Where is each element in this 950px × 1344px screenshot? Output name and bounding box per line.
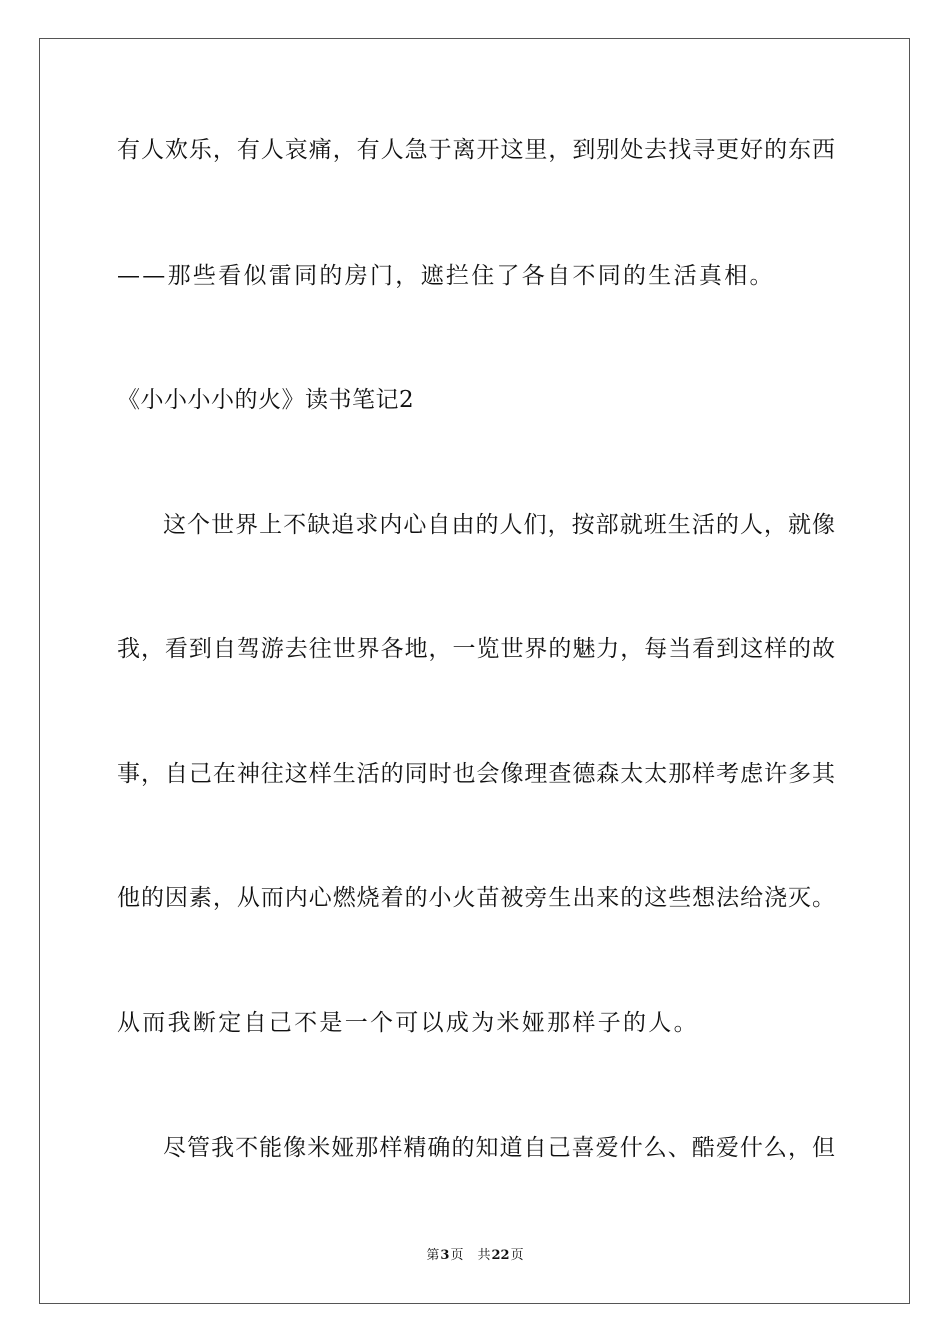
body-line-2: ——那些看似雷同的房门，遮拦住了各自不同的生活真相。 bbox=[117, 263, 775, 289]
page-footer bbox=[0, 1248, 950, 1264]
body-line-5: 事，自己在神往这样生活的同时也会像理查德森太太那样考虑许多其 bbox=[117, 761, 835, 787]
footer-page-suffix: 页 bbox=[450, 1248, 464, 1263]
body-line-7: 从而我断定自己不是一个可以成为米娅那样子的人。 bbox=[117, 1010, 699, 1036]
section-heading: 《小小小小的火》读书笔记2 bbox=[117, 387, 415, 413]
body-line-4: 我，看到自驾游去往世界各地，一览世界的魅力，每当看到这样的故 bbox=[117, 636, 835, 662]
footer-page-number: 3 bbox=[440, 1248, 450, 1263]
page-frame bbox=[39, 38, 910, 1304]
footer-total-suffix: 页 bbox=[510, 1248, 524, 1263]
footer-total-prefix: 共 bbox=[477, 1248, 491, 1263]
footer-page-prefix: 第 bbox=[426, 1248, 440, 1263]
body-line-1: 有人欢乐，有人哀痛，有人急于离开这里，到别处去找寻更好的东西 bbox=[117, 137, 835, 163]
body-line-6: 他的因素，从而内心燃烧着的小火苗被旁生出来的这些想法给浇灭。 bbox=[117, 885, 835, 911]
body-line-3: 这个世界上不缺追求内心自由的人们，按部就班生活的人，就像 bbox=[163, 512, 835, 538]
body-line-8: 尽管我不能像米娅那样精确的知道自己喜爱什么、酷爱什么，但 bbox=[163, 1135, 835, 1161]
footer-total-pages: 22 bbox=[491, 1248, 510, 1263]
